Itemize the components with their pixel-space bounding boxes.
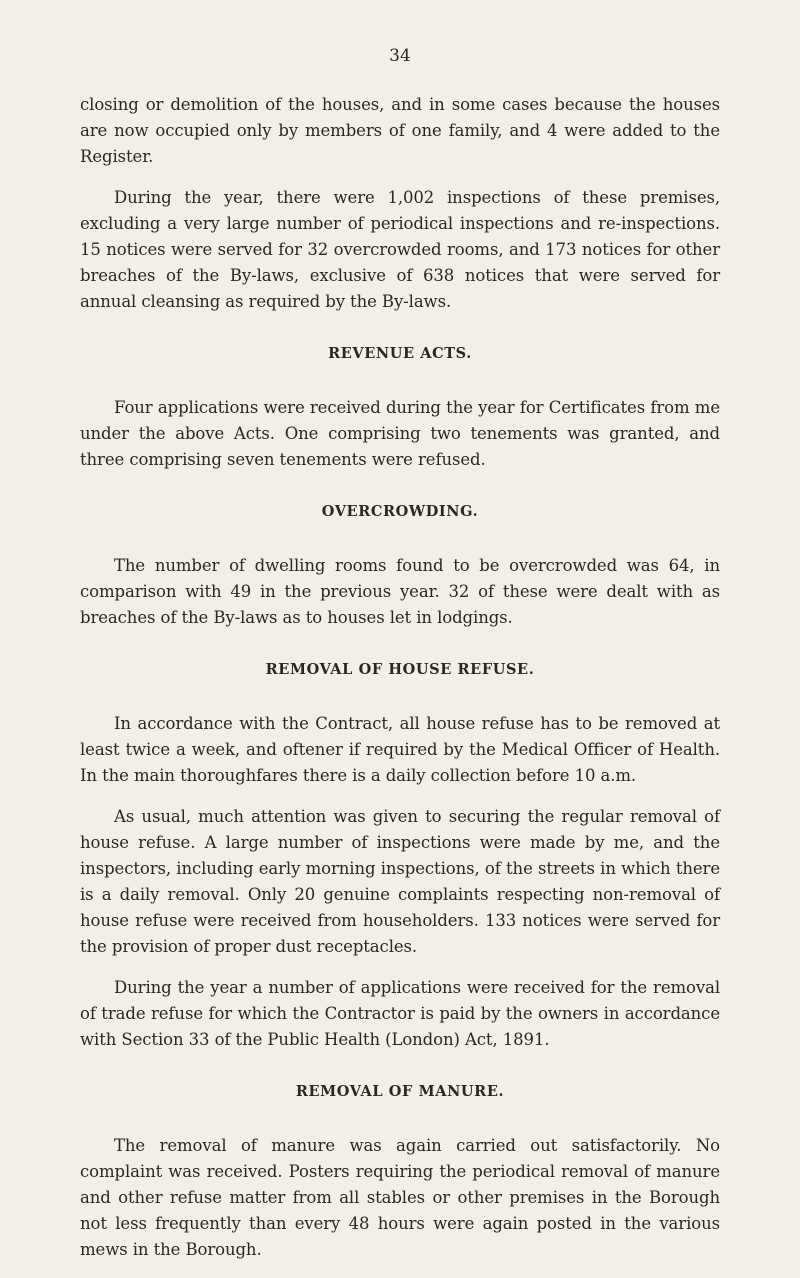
paragraph-continuation: closing or demolition of the houses, and in some cases because the houses are now occupied only by members of one family, and 4 were added to the Register.: [80, 95, 720, 166]
heading-removal-manure: REMOVAL OF MANURE.: [295, 1083, 505, 1100]
paragraph-inspections: During the year, there were 1,002 inspections of these premises, excluding a very large number of periodical inspections and re-inspections. 15 notices were served for 32 overcrowded rooms, and 173 notices for other breaches of the By-laws, exclusive of 638 notices that were served for annual cleansing as required by the By-laws.: [80, 188, 720, 311]
page-number: 34: [389, 46, 411, 66]
paragraph-manure: The removal of manure was again carried out satisfactorily. No complaint was received. Posters requiring the periodical removal of manure and other refuse matter from all stables or other premises in the Borough not less frequently than every 48 hours were again posted in the various mews in the Borough.: [80, 1136, 720, 1259]
heading-removal-house-refuse: REMOVAL OF HOUSE REFUSE.: [265, 661, 535, 678]
paragraph-attention: As usual, much attention was given to securing the regular removal of house refuse. A large number of inspections were made by me, and the inspectors, including early morning inspections, of the streets in which there is a daily removal. Only 20 genuine complaints respecting non-removal of house refuse were received from householders. 133 notices were served for the provision of proper dust receptacles.: [80, 807, 720, 956]
paragraph-revenue-acts: Four applications were received during the year for Certificates from me under the above Acts. One comprising two tenements was granted, and three comprising seven tenements were refused.: [80, 398, 720, 469]
paragraph-contract: In accordance with the Contract, all house refuse has to be removed at least twice a week, and oftener if required by the Medical Officer of Health. In the main thoroughfares there is a daily collection before 10 a.m.: [80, 714, 720, 785]
heading-revenue-acts: REVENUE ACTS.: [328, 345, 472, 362]
paragraph-trade-refuse: During the year a number of applications were received for the removal of trade refuse for which the Contractor is paid by the owners in accordance with Section 33 of the Public Health (London) Act, 1891.: [80, 978, 720, 1049]
page-body: [80, 92, 720, 1278]
heading-overcrowding: OVERCROWDING.: [321, 503, 479, 520]
paragraph-overcrowding: The number of dwelling rooms found to be overcrowded was 64, in comparison with 49 in the previous year. 32 of these were dealt with as breaches of the By-laws as to houses let in lodgings.: [80, 556, 720, 627]
